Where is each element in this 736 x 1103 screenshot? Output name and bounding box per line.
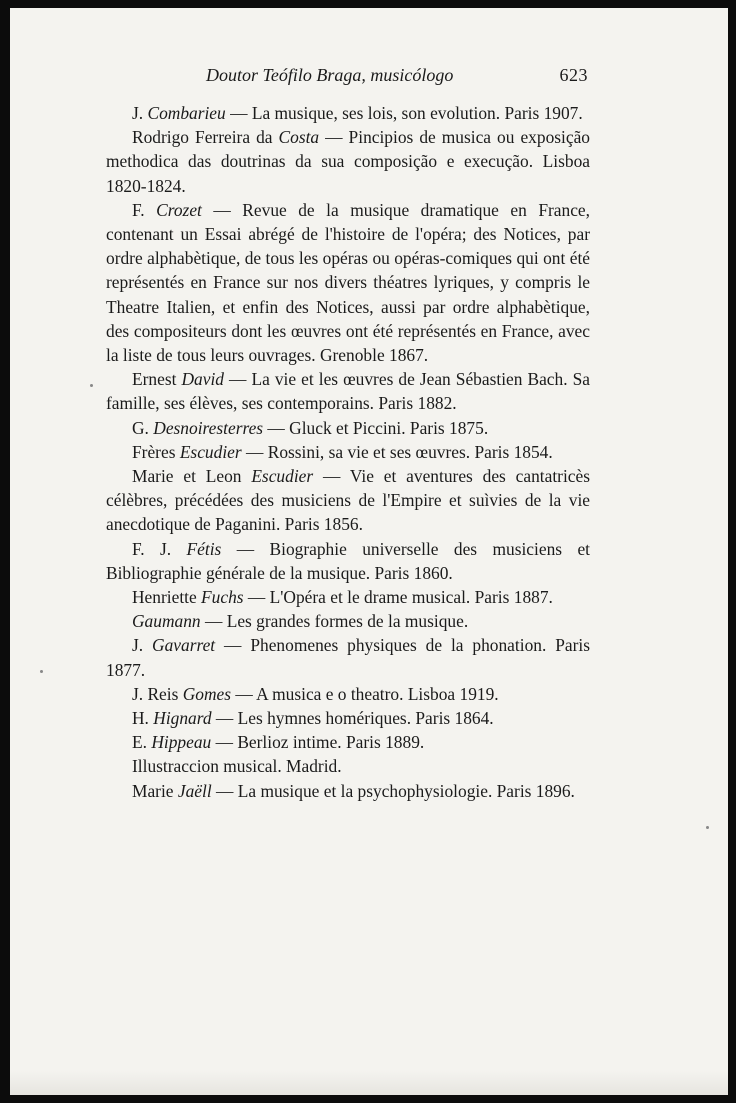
entry-author: Escudier	[251, 466, 314, 487]
entry-author: Escudier	[179, 441, 242, 462]
entry-text: — Biographie universelle des musiciens et Bibliographie générale de la musique. Paris 1860.	[106, 538, 590, 583]
entry-author: Jaëll	[177, 780, 212, 801]
bibliography-entry	[106, 101, 590, 125]
entry-author: Gomes	[182, 683, 232, 704]
running-head	[106, 63, 590, 91]
bibliography-entry	[106, 440, 590, 464]
page-number: 623	[559, 65, 588, 85]
bibliography-entry	[106, 682, 590, 706]
entry-prefix: Henriette	[132, 587, 202, 608]
bibliography-entry	[106, 416, 590, 440]
running-title: Doutor Teófilo Braga, musicólogo	[206, 65, 454, 85]
dust-speck	[40, 670, 43, 673]
entry-text: — Les hymnes homériques. Paris 1864.	[211, 708, 494, 729]
entry-author: Crozet	[156, 199, 202, 220]
entry-prefix: Marie	[132, 780, 178, 801]
bibliography-entry	[106, 464, 590, 537]
entry-prefix: F. J.	[132, 538, 187, 559]
entry-text: — Vie et aventures des cantatricès célèbres, précédées des musiciens de l'Empire et suìvies de la vie anecdotique de Paganini. Paris 1856.	[106, 466, 590, 535]
entry-prefix: H.	[132, 708, 154, 729]
bibliography-list	[106, 101, 590, 803]
dust-speck	[90, 384, 93, 387]
entry-author: Combarieu	[147, 103, 226, 123]
entry-author: Gaumann	[132, 611, 201, 632]
book-page	[10, 8, 728, 1095]
entry-author: Desnoiresterres	[153, 417, 264, 438]
entry-author: David	[181, 369, 224, 390]
entry-prefix: J.	[132, 635, 153, 656]
page-edge-shadow	[10, 1071, 728, 1095]
bibliography-entry	[106, 779, 590, 803]
bibliography-entry	[106, 754, 590, 778]
entry-prefix: Ernest	[132, 369, 182, 390]
entry-author: Gavarret	[152, 635, 216, 656]
dust-speck	[706, 826, 709, 829]
bibliography-entry	[106, 730, 590, 754]
entry-author: Hippeau	[151, 732, 212, 753]
entry-prefix: J.	[132, 103, 148, 123]
entry-text: — L'Opéra et le drame musical. Paris 1887.	[243, 587, 553, 608]
bibliography-entry	[106, 537, 590, 585]
entry-author: Fétis	[186, 538, 222, 559]
bibliography-entry	[106, 367, 590, 415]
entry-author: Fuchs	[201, 587, 244, 608]
entry-prefix: E.	[132, 732, 152, 753]
entry-text: — Les grandes formes de la musique.	[200, 611, 469, 632]
entry-text: — A musica e o theatro. Lisboa 1919.	[231, 683, 499, 704]
bibliography-entry	[106, 585, 590, 609]
entry-prefix: F.	[132, 199, 157, 220]
entry-author: Costa	[278, 127, 320, 148]
entry-text: — Revue de la musique dramatique en France, contenant un Essai abrégé de l'histoire de l'opéra; des Notices, par ordre alphabètique, de tous les opéras ou opéras-comiques qui ont été représentés en France sur nos divers théatres lyriques, y compris le Theatre Italien, et enfin des Notices, aussi par ordre alphabètique, des compositeurs dont les œuvres ont été représentés en France, avec la liste de tous leurs ouvrages. Grenoble 1867.	[106, 199, 590, 366]
bibliography-entry	[106, 125, 590, 198]
entry-text: — Phenomenes physiques de la phonation. Paris 1877.	[106, 635, 590, 680]
entry-text: — La vie et les œuvres de Jean Sébastien Bach. Sa famille, ses élèves, ses contemporains. Paris 1882.	[106, 369, 590, 414]
entry-prefix: Illustraccion musical. Madrid.	[132, 756, 342, 777]
entry-prefix: G.	[132, 417, 154, 438]
entry-text: — La musique et la psychophysiologie. Paris 1896.	[211, 780, 575, 801]
entry-text: — Rossini, sa vie et ses œuvres. Paris 1854.	[241, 441, 553, 462]
entry-text: — Berlioz intime. Paris 1889.	[211, 732, 425, 753]
entry-text: — Gluck et Piccini. Paris 1875.	[263, 417, 489, 438]
bibliography-entry	[106, 609, 590, 633]
bibliography-entry	[106, 706, 590, 730]
entry-author: Hignard	[153, 708, 212, 729]
entry-text: — La musique, ses lois, son evolution. Paris 1907.	[225, 103, 583, 123]
bibliography-entry	[106, 633, 590, 681]
entry-prefix: J. Reis	[132, 683, 183, 704]
page-content	[106, 63, 590, 803]
entry-prefix: Marie et Leon	[132, 466, 252, 487]
bibliography-entry	[106, 198, 590, 367]
entry-prefix: Frères	[132, 441, 180, 462]
entry-text: — Pincipios de musica ou exposição methodica das doutrinas da sua composição e execução. Lisboa 1820-1824.	[106, 127, 590, 196]
entry-prefix: Rodrigo Ferreira da	[132, 127, 279, 148]
